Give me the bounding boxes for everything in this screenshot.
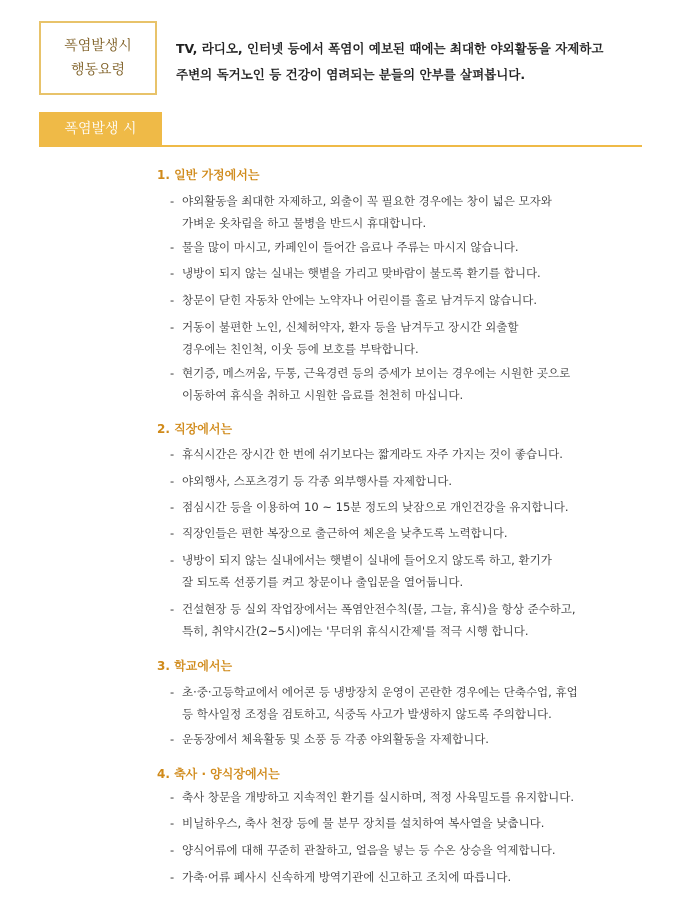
list-item-text: 물을 많이 마시고, 카페인이 들어간 음료나 주류는 마시지 않습니다.: [182, 240, 519, 254]
section-tab: 폭염발생 시: [39, 112, 162, 146]
list-item-line: [170, 839, 640, 861]
list-item-line: [170, 362, 640, 384]
list-item-line: [170, 786, 640, 808]
bullet-dash: -: [170, 500, 175, 514]
list-item-text: 잘 되도록 선풍기를 켜고 창문이나 출입문을 열어둡니다.: [182, 575, 464, 589]
title-box: [39, 21, 157, 95]
bullet-dash: -: [170, 816, 175, 830]
bullet-dash: -: [170, 194, 175, 208]
list-item-line: [170, 289, 640, 311]
bullet-dash: -: [170, 266, 175, 280]
bullet-dash: -: [170, 843, 175, 857]
list-item-line: [170, 681, 640, 703]
list-item: [170, 812, 640, 834]
list-item-text: 냉방이 되지 않는 실내에서는 햇볕이 실내에 들어오지 않도록 하고, 환기가: [182, 553, 552, 567]
list-item-text: 냉방이 되지 않는 실내는 햇볕을 가리고 맞바람이 불도록 환기를 합니다.: [182, 266, 541, 280]
list-item: [170, 470, 640, 492]
list-item-text: 야외행사, 스포츠경기 등 각종 외부행사를 자제합니다.: [182, 474, 452, 488]
list-item: [170, 190, 640, 234]
list-item: [170, 262, 640, 284]
list-item-text: 휴식시간은 장시간 한 번에 쉬기보다는 짧게라도 자주 가지는 것이 좋습니다.: [182, 447, 563, 461]
list-item: [170, 362, 640, 406]
list-item: [170, 236, 640, 258]
list-item-line: [170, 728, 640, 750]
list-item-text: 등 학사일정 조정을 검토하고, 식중독 사고가 발생하지 않도록 주의합니다.: [182, 707, 552, 721]
list-item: [170, 289, 640, 311]
list-item: [170, 866, 640, 888]
list-item-text: 이동하여 휴식을 취하고 시원한 음료를 천천히 마십니다.: [182, 388, 464, 402]
list-item: [170, 681, 640, 725]
group-heading: 4. 축사 · 양식장에서는: [157, 767, 280, 781]
list-item-line: [170, 866, 640, 888]
list-item: [170, 598, 640, 642]
list-item-line: [170, 236, 640, 258]
list-item-text: 비닐하우스, 축사 천장 등에 물 분무 장치를 설치하여 복사열을 낮춥니다.: [182, 816, 545, 830]
group-heading: 2. 직장에서는: [157, 422, 233, 436]
list-item-line: [170, 443, 640, 465]
list-item-line: [170, 212, 640, 234]
list-item-text: 직장인들은 편한 복장으로 출근하여 체온을 낮추도록 노력합니다.: [182, 526, 508, 540]
intro-line-2: 주변의 독거노인 등 건강이 염려되는 분들의 안부를 살펴봅니다.: [176, 67, 526, 82]
list-item: [170, 522, 640, 544]
title-line-2: 행동요령: [70, 62, 126, 78]
list-item-line: [170, 470, 640, 492]
list-item: [170, 316, 640, 360]
list-item-line: [170, 496, 640, 518]
list-item-line: [170, 549, 640, 571]
bullet-dash: -: [170, 790, 175, 804]
list-item: [170, 839, 640, 861]
list-item-text: 경우에는 친인척, 이웃 등에 보호를 부탁합니다.: [182, 342, 419, 356]
section-divider: [39, 145, 642, 147]
list-item-text: 축사 창문을 개방하고 지속적인 환기를 실시하며, 적정 사육밀도를 유지합니다.: [182, 790, 575, 804]
intro-line-1: TV, 라디오, 인터넷 등에서 폭염이 예보된 때에는 최대한 야외활동을 자제하고: [176, 41, 604, 56]
list-item-text: 양식어류에 대해 꾸준히 관찰하고, 얼음을 넣는 등 수온 상승을 억제합니다.: [182, 843, 556, 857]
list-item: [170, 549, 640, 593]
list-item: [170, 728, 640, 750]
bullet-dash: -: [170, 870, 175, 884]
group-heading: 3. 학교에서는: [157, 659, 233, 673]
list-item: [170, 443, 640, 465]
list-item-text: 운동장에서 체육활동 및 소풍 등 각종 야외활동을 자제합니다.: [182, 732, 489, 746]
bullet-dash: -: [170, 526, 175, 540]
list-item-text: 점심시간 등을 이용하여 10 ~ 15분 정도의 낮잠으로 개인건강을 유지합니다.: [182, 500, 569, 514]
list-item-line: [170, 384, 640, 406]
group-heading: 1. 일반 가정에서는: [157, 168, 260, 182]
list-item-text: 초·중·고등학교에서 에어콘 등 냉방장치 운영이 곤란한 경우에는 단축수업, 휴업: [182, 685, 578, 699]
list-item-text: 현기증, 메스꺼움, 두통, 근육경련 등의 증세가 보이는 경우에는 시원한 곳으로: [182, 366, 571, 380]
intro-text: [176, 36, 646, 88]
list-item-text: 가벼운 옷차림을 하고 물병을 반드시 휴대합니다.: [182, 216, 427, 230]
list-item-line: [170, 620, 640, 642]
list-item-text: 창문이 닫힌 자동차 안에는 노약자나 어린이를 홀로 남겨두지 않습니다.: [182, 293, 538, 307]
list-item-line: [170, 812, 640, 834]
bullet-dash: -: [170, 602, 175, 616]
bullet-dash: -: [170, 240, 175, 254]
bullet-dash: -: [170, 474, 175, 488]
bullet-dash: -: [170, 553, 175, 567]
list-item-text: 거동이 불편한 노인, 신체허약자, 환자 등을 남겨두고 장시간 외출할: [182, 320, 519, 334]
bullet-dash: -: [170, 685, 175, 699]
list-item-line: [170, 338, 640, 360]
list-item: [170, 786, 640, 808]
bullet-dash: -: [170, 447, 175, 461]
list-item-line: [170, 571, 640, 593]
bullet-dash: -: [170, 366, 175, 380]
list-item-text: 특히, 취약시간(2~5시)에는 '무더위 휴식시간제'를 적극 시행 합니다.: [182, 624, 529, 638]
title-line-1: 폭염발생시: [64, 38, 132, 54]
bullet-dash: -: [170, 293, 175, 307]
list-item-line: [170, 703, 640, 725]
list-item-line: [170, 262, 640, 284]
list-item-line: [170, 522, 640, 544]
list-item: [170, 496, 640, 518]
bullet-dash: -: [170, 732, 175, 746]
list-item-line: [170, 598, 640, 620]
list-item-text: 건설현장 등 실외 작업장에서는 폭염안전수칙(물, 그늘, 휴식)을 항상 준수하고,: [182, 602, 576, 616]
list-item-text: 가축·어류 폐사시 신속하게 방역기관에 신고하고 조치에 따릅니다.: [182, 870, 512, 884]
list-item-line: [170, 316, 640, 338]
list-item-text: 야외활동을 최대한 자제하고, 외출이 꼭 필요한 경우에는 창이 넓은 모자와: [182, 194, 552, 208]
list-item-line: [170, 190, 640, 212]
bullet-dash: -: [170, 320, 175, 334]
